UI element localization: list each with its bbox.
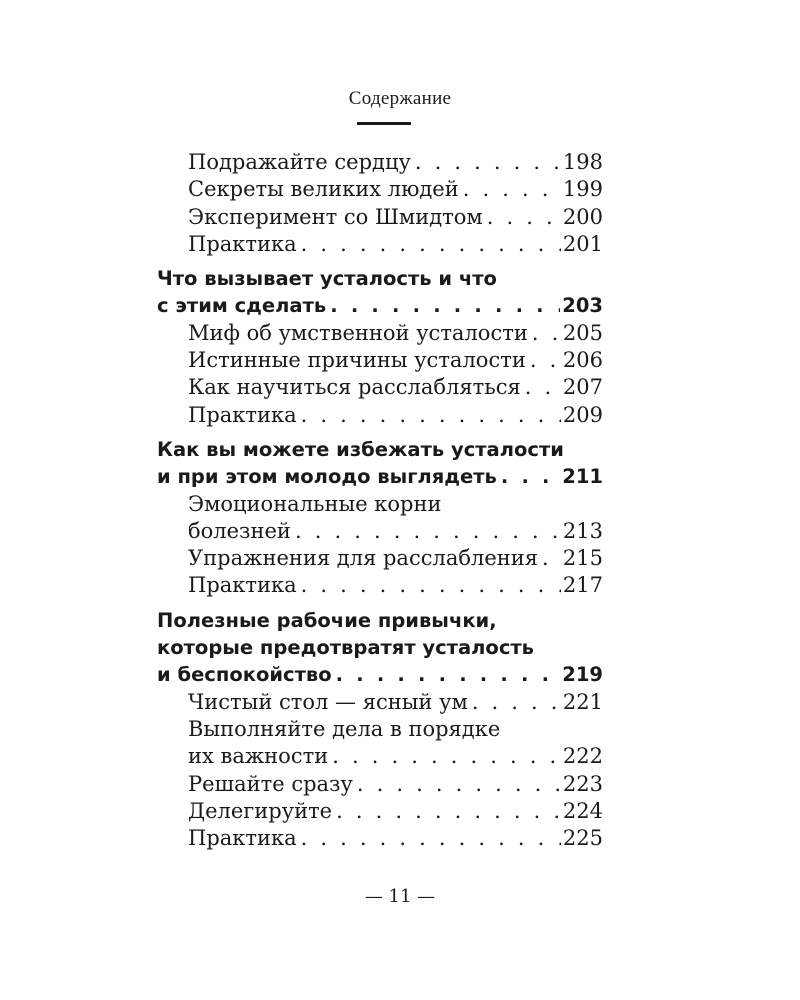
toc-title: которые предотвратят усталость bbox=[157, 636, 535, 660]
toc-chapter-entry bbox=[157, 292, 603, 319]
toc-entry bbox=[157, 771, 603, 798]
toc-entry bbox=[157, 374, 603, 401]
toc-title: Решайте сразу bbox=[188, 771, 353, 796]
toc-entry bbox=[157, 798, 603, 825]
toc-page: 211 bbox=[562, 465, 603, 489]
toc-page: 201 bbox=[562, 231, 603, 256]
toc-entry bbox=[157, 572, 603, 599]
leader-dots bbox=[542, 545, 561, 572]
toc-entry bbox=[157, 176, 603, 203]
toc-page: 205 bbox=[562, 320, 603, 345]
toc-title: болезней bbox=[188, 518, 291, 543]
toc-entry bbox=[157, 231, 603, 258]
toc-entry-continued bbox=[157, 716, 603, 743]
toc-title: Миф об умственной усталости bbox=[188, 320, 528, 345]
leader-dots bbox=[301, 402, 561, 429]
toc-title: Выполняйте дела в порядке bbox=[188, 716, 501, 741]
toc-page: 222 bbox=[562, 744, 603, 769]
toc-entry bbox=[157, 743, 603, 770]
leader-dots bbox=[357, 771, 561, 798]
toc-title: и беспокойство bbox=[157, 663, 332, 687]
table-of-contents bbox=[157, 149, 603, 852]
toc-title: Как научиться расслабляться bbox=[188, 375, 521, 400]
toc-title: Подражайте сердцу bbox=[188, 150, 411, 174]
toc-page: 224 bbox=[562, 798, 603, 823]
leader-dots bbox=[330, 292, 560, 319]
leader-dots bbox=[301, 572, 561, 599]
toc-title: Полезные рабочие привычки, bbox=[157, 608, 497, 632]
toc-title: Эксперимент со Шмидтом bbox=[188, 204, 483, 229]
leader-dots bbox=[501, 463, 560, 490]
toc-entry bbox=[157, 149, 603, 176]
toc-page: 203 bbox=[562, 294, 603, 318]
toc-page: 207 bbox=[562, 375, 603, 400]
toc-entry bbox=[157, 320, 603, 347]
toc-entry bbox=[157, 518, 603, 545]
toc-page: 225 bbox=[562, 826, 603, 851]
toc-entry bbox=[157, 825, 603, 852]
toc-page: 219 bbox=[562, 663, 603, 687]
leader-dots bbox=[463, 176, 561, 203]
toc-chapter-title-line bbox=[157, 265, 603, 292]
toc-page: 209 bbox=[562, 402, 603, 427]
toc-entry bbox=[157, 347, 603, 374]
toc-title: Чистый стол — ясный ум bbox=[188, 689, 468, 714]
toc-title: их важности bbox=[188, 744, 329, 769]
toc-entry bbox=[157, 204, 603, 231]
toc-chapter-title-line bbox=[157, 634, 603, 661]
leader-dots bbox=[525, 374, 561, 401]
toc-page: 198 bbox=[562, 150, 603, 174]
leader-dots bbox=[472, 689, 561, 716]
toc-page: 217 bbox=[562, 573, 603, 598]
toc-title: Секреты великих людей bbox=[188, 177, 459, 202]
toc-chapter-title-line bbox=[157, 436, 603, 463]
toc-title: и при этом молодо выглядеть bbox=[157, 465, 497, 489]
toc-title: Практика bbox=[188, 402, 297, 427]
toc-page: 199 bbox=[562, 177, 603, 202]
toc-entry bbox=[157, 689, 603, 716]
page-header: Содержание bbox=[348, 88, 452, 109]
toc-title: Эмоциональные корни bbox=[188, 491, 442, 516]
toc-page: 215 bbox=[562, 546, 603, 571]
toc-title: Как вы можете избежать усталости bbox=[157, 437, 564, 461]
leader-dots bbox=[336, 798, 561, 825]
leader-dots bbox=[301, 825, 561, 852]
toc-title: Упражнения для расслабления bbox=[188, 546, 538, 571]
toc-title: Практика bbox=[188, 231, 297, 256]
leader-dots bbox=[301, 231, 561, 258]
leader-dots bbox=[295, 518, 561, 545]
toc-title: Делегируйте bbox=[188, 798, 333, 823]
leader-dots bbox=[415, 149, 561, 176]
toc-title: Практика bbox=[188, 826, 297, 851]
toc-page: 221 bbox=[562, 689, 603, 714]
leader-dots bbox=[532, 320, 561, 347]
toc-title: Что вызывает усталость и что bbox=[157, 267, 497, 291]
toc-entry-continued bbox=[157, 491, 603, 518]
toc-title: Истинные причины усталости bbox=[188, 348, 526, 373]
leader-dots bbox=[530, 347, 561, 374]
page-number: — 11 — bbox=[364, 886, 436, 907]
toc-entry bbox=[157, 545, 603, 572]
leader-dots bbox=[336, 661, 561, 688]
toc-page: 213 bbox=[562, 518, 603, 543]
toc-page: 200 bbox=[562, 204, 603, 229]
toc-title: Практика bbox=[188, 573, 297, 598]
leader-dots bbox=[332, 743, 561, 770]
toc-chapter-title-line bbox=[157, 607, 603, 634]
toc-chapter-entry bbox=[157, 661, 603, 688]
toc-title: с этим сделать bbox=[157, 294, 327, 318]
toc-entry bbox=[157, 402, 603, 429]
toc-page: 206 bbox=[562, 348, 603, 373]
toc-page: 223 bbox=[562, 771, 603, 796]
leader-dots bbox=[487, 204, 561, 231]
toc-chapter-entry bbox=[157, 463, 603, 490]
header-rule bbox=[357, 122, 411, 125]
